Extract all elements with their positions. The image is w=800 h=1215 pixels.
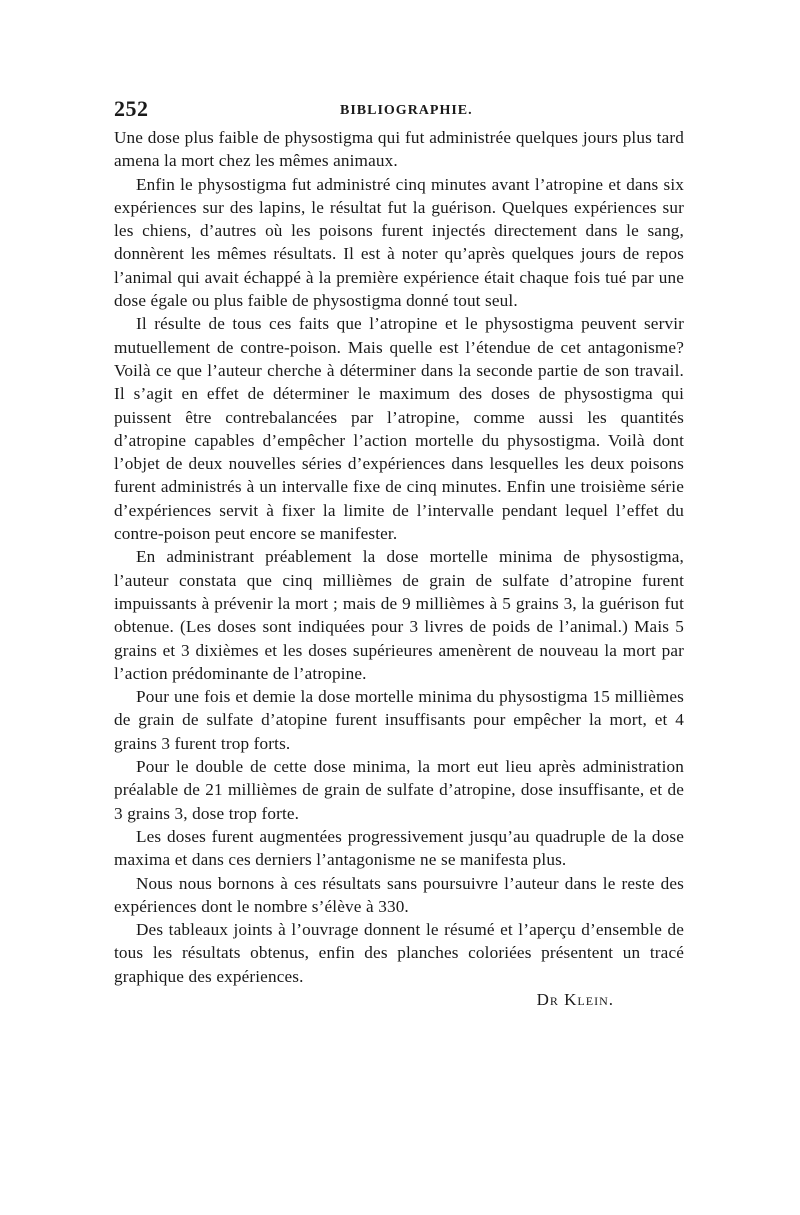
paragraph-1: Une dose plus faible de physostigma qui fut administrée quelques jours plus tard amena la mort chez les mêmes animaux.	[114, 128, 684, 171]
paragraph-9: Des tableaux joints à l’ouvrage donnent le résumé et l’aperçu d’ensemble de tous les résultats obtenus, enfin des planches coloriées présentent un tracé graphique des expériences.	[114, 920, 684, 986]
article-body	[114, 126, 684, 988]
paragraph-5: Pour une fois et demie la dose mortelle minima du physostigma 15 millièmes de grain de sulfate d’atopine furent insuffisants pour empêcher la mort, et 4 grains 3 furent trop forts.	[114, 687, 684, 753]
document-page	[114, 96, 684, 1010]
running-head: BIBLIOGRAPHIE.	[340, 103, 473, 118]
page-number: 252	[114, 96, 149, 121]
paragraph-3: Il résulte de tous ces faits que l’atropine et le physostigma peuvent servir mutuellement de contre-poison. Mais quelle est l’étendue de cet antagonisme? Voilà ce que l’auteur cherche à déterminer dans la seconde partie de son travail. Il s’agit en effet de déterminer le maximum des doses de physostigma qui puissent être contrebalancées par l’atropine, comme aussi les quantités d’atropine capables d’empêcher l’action mortelle du physostigma. Voilà dont l’objet de deux nouvelles séries d’expériences dans lesquelles les deux poisons furent administrés à un intervalle fixe de cinq minutes. Enfin une troisième série d’expériences servit à fixer la limite de l’intervalle pendant lequel l’effet du contre-poison peut encore se manifester.	[114, 314, 684, 544]
page-header	[114, 96, 684, 126]
paragraph-7: Les doses furent augmentées progressivement jusqu’au quadruple de la dose maxima et dans ces derniers l’antagonisme ne se manifesta plus.	[114, 826, 684, 870]
paragraph-8: Nous nous bornons à ces résultats sans poursuivre l’auteur dans le reste des expériences dont le nombre s’élève à 330.	[114, 873, 684, 916]
paragraph-4: En administrant préablement la dose mortelle minima de physostigma, l’auteur constata que cinq millièmes de grain de sulfate d’atropine furent impuissants à prévenir la mort ; mais de 9 millièmes à 5 grains 3, la guérison fut obtenue. (Les doses sont indiquées pour 3 livres de poids de l’animal.) Mais 5 grains et 3 dixièmes et les doses supérieures amenèrent de nouveau la mort par l’action prédominante de l’atropine.	[114, 547, 684, 683]
paragraph-6: Pour le double de cette dose minima, la mort eut lieu après administration préalable de 21 millièmes de grain de sulfate d’atropine, dose insuffisante, et de 3 grains 3, dose trop forte.	[114, 757, 684, 823]
paragraph-2: Enfin le physostigma fut administré cinq minutes avant l’atropine et dans six expériences sur des lapins, le résultat fut la guérison. Quelques expériences sur les chiens, d’autres où les poisons furent injectés directement dans le sang, donnèrent les mêmes résultats. Il est à noter qu’après quelques jours de repos l’animal qui avait échappé à la première expérience était chaque fois tué par une dose égale ou plus faible de physostigma donné tout seul.	[114, 174, 684, 311]
author-signature: Dr Klein.	[536, 989, 614, 1009]
